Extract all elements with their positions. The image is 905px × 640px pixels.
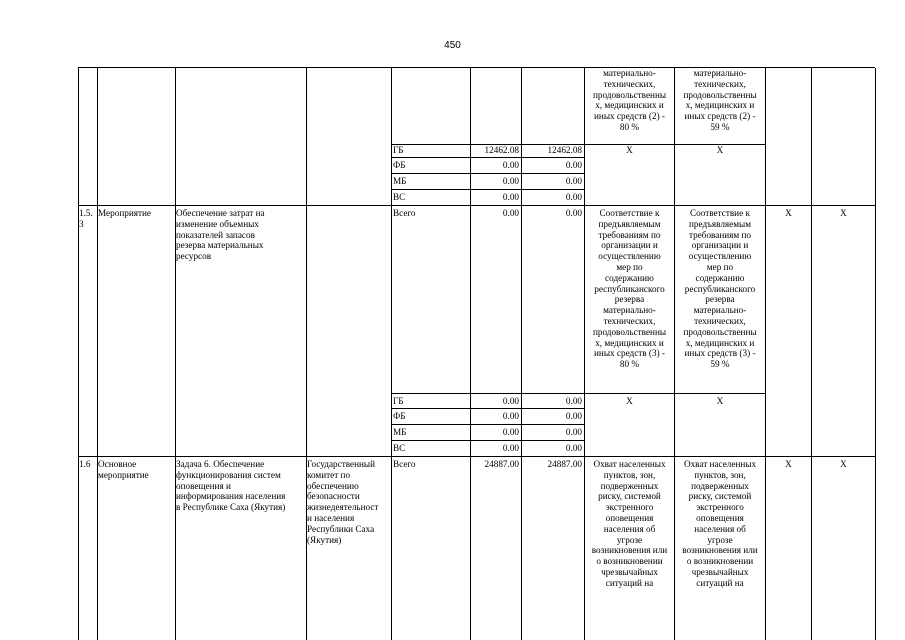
row-line	[78, 205, 875, 206]
column-line	[97, 68, 98, 640]
row-153-number: 1.5. 3	[79, 208, 93, 229]
top-row-fb-v2: 0.00	[565, 160, 582, 170]
column-line	[175, 68, 176, 640]
row-153-mb-v2: 0.00	[565, 427, 582, 437]
row-153-fb-v1: 0.00	[502, 411, 519, 421]
column-line	[391, 68, 392, 640]
column-line	[78, 68, 79, 640]
row-153-gb-source: ГБ	[393, 396, 404, 406]
row-16-type: Основное мероприятие	[98, 459, 149, 480]
row-16-total-label: Всего	[393, 459, 416, 469]
row-153-fb-v2: 0.00	[565, 411, 582, 421]
row-line	[391, 189, 585, 190]
row-line	[391, 157, 585, 158]
row-153-mb-source: МБ	[393, 427, 407, 437]
row-16-name: Задача 6. Обеспечение функционирования систем оповещения и информирования населения в Республике Саха (Якутия)	[176, 459, 286, 513]
top-row-gb-source: ГБ	[393, 145, 404, 155]
row-16-total-v1: 24887.00	[484, 459, 519, 469]
top-row-gb-v1: 12462.08	[484, 145, 519, 155]
top-indicator-59: материально- технических, продовольственны х, медицинских и иных средств (2) - 59 %	[683, 68, 757, 132]
row-153-x1: Х	[785, 208, 792, 218]
row-153-total-v2: 0.00	[565, 208, 582, 218]
top-row-mb-source: МБ	[393, 176, 407, 186]
row-153-vs-v2: 0.00	[565, 443, 582, 453]
row-153-total-label: Всего	[393, 208, 416, 218]
row-line	[391, 440, 585, 441]
top-row-mb-v2: 0.00	[565, 176, 582, 186]
column-line	[765, 68, 766, 640]
page-number: 450	[444, 40, 461, 51]
column-line	[875, 68, 876, 640]
row-153-total-v1: 0.00	[502, 208, 519, 218]
row-153-vs-source: ВС	[393, 443, 406, 453]
top-indicator-80: материально- технических, продовольственны х, медицинских и иных средств (2) - 80 %	[592, 68, 667, 132]
row-153-gb-v1: 0.00	[502, 396, 519, 406]
row-153-gb-x1: Х	[626, 396, 633, 406]
row-line	[391, 393, 766, 394]
row-16-number: 1.6	[79, 459, 91, 469]
row-153-gb-v2: 0.00	[565, 396, 582, 406]
top-row-gb-v2: 12462.08	[547, 145, 582, 155]
row-153-indicator-59: Соответствие к предъявляемым требованиям по организации и осуществлению мер по содержанию республиканского резерва материально- технических, продовольственны х, медицинских и иных средств (3) - 59 %	[683, 208, 757, 370]
row-153-fb-source: ФБ	[393, 411, 406, 421]
top-row-mb-v1: 0.00	[502, 176, 519, 186]
top-row-gb-x1: Х	[626, 145, 633, 155]
row-16-x2: Х	[840, 459, 847, 469]
row-153-gb-x2: Х	[716, 396, 724, 406]
row-153-name: Обеспечение затрат на изменение объемных показателей запасов резерва материальных ресурсов	[176, 208, 265, 262]
row-16-x1: Х	[785, 459, 792, 469]
row-line	[78, 456, 875, 457]
row-153-indicator-80: Соответствие к предъявляемым требованиям по организации и осуществлению мер по содержанию республиканского резерва материально- технических, продовольственны х, медицинских и иных средств (3) - 80 %	[592, 208, 667, 370]
row-153-x2: Х	[840, 208, 847, 218]
top-row-vs-v1: 0.00	[502, 192, 519, 202]
row-line	[391, 424, 585, 425]
top-row-vs-source: ВС	[393, 192, 406, 202]
row-153-mb-v1: 0.00	[502, 427, 519, 437]
row-16-indicator-b: Охват населенных пунктов, зон, подверженных риску, системой экстренного оповещения населения об угрозе возникновения или о возникновении чрезвычайных ситуаций на	[682, 459, 758, 588]
row-153-vs-v1: 0.00	[502, 443, 519, 453]
row-153-type: Мероприятие	[98, 208, 151, 218]
column-line	[811, 68, 812, 640]
top-row-fb-source: ФБ	[393, 160, 406, 170]
row-line	[391, 408, 585, 409]
column-line	[306, 68, 307, 640]
row-16-indicator-a: Охват населенных пунктов, зон, подверженных риску, системой экстренного оповещения населения об угрозе возникновения или о возникновении чрезвычайных ситуаций на	[591, 459, 668, 588]
top-row-gb-x2: Х	[716, 145, 724, 155]
row-line	[391, 173, 585, 174]
row-16-executor: Государственный комитет по обеспечению безопасности жизнедеятельност и населения Республики Саха (Якутия)	[307, 459, 379, 545]
top-row-vs-v2: 0.00	[565, 192, 582, 202]
top-row-fb-v1: 0.00	[502, 160, 519, 170]
row-16-total-v2: 24887.00	[547, 459, 582, 469]
